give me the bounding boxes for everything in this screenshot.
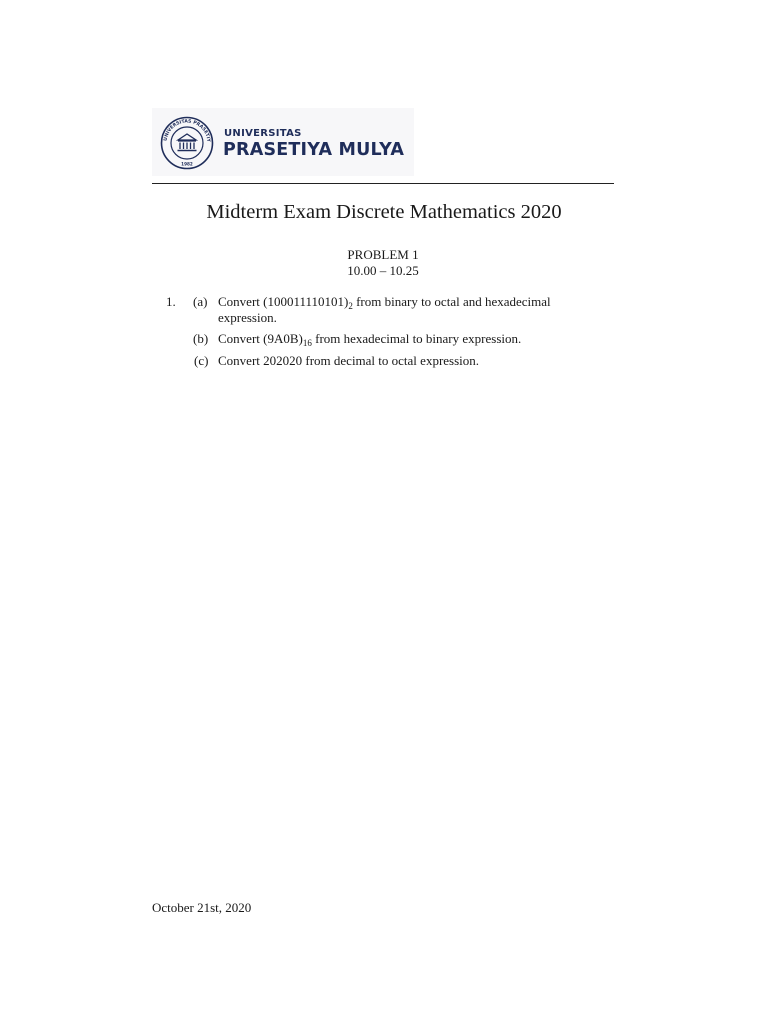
item-a-label: (a)	[193, 294, 208, 309]
item-c-label: (c)	[194, 353, 209, 368]
item-a-pre: Convert (100011110101)	[218, 294, 349, 309]
page-title: Midterm Exam Discrete Mathematics 2020	[206, 201, 562, 223]
university-logo	[152, 108, 414, 176]
problem-time: 10.00 – 10.25	[347, 263, 419, 278]
item-b-base: 16	[302, 338, 312, 348]
item-b-pre: Convert (9A0B)	[218, 331, 303, 346]
logo-university-name: PRASETIYA MULYA	[223, 140, 405, 160]
header-divider	[152, 183, 614, 184]
university-seal-icon	[160, 116, 214, 170]
problem-header	[0, 247, 766, 279]
logo-university-label: UNIVERSITAS	[224, 128, 302, 139]
item-c-text: Convert 202020 from decimal to octal expression.	[218, 353, 480, 368]
svg-text:UNIVERSITAS PRASETIYA: UNIVERSITAS PRASETIY	[163, 119, 211, 142]
item-b-label: (b)	[193, 331, 209, 346]
item-b-post: from hexadecimal to binary expression.	[311, 331, 522, 346]
item-a-text	[218, 294, 551, 310]
item-a-post: from binary to octal and hexadecimal	[352, 294, 551, 309]
question-number: 1.	[166, 294, 176, 309]
footer-date: October 21st, 2020	[152, 900, 252, 915]
svg-text:1982: 1982	[181, 161, 193, 167]
problem-heading: PROBLEM 1	[347, 247, 419, 262]
item-a-continuation: expression.	[218, 310, 277, 325]
item-b-text	[218, 331, 521, 347]
item-a-base: 2	[348, 301, 353, 311]
